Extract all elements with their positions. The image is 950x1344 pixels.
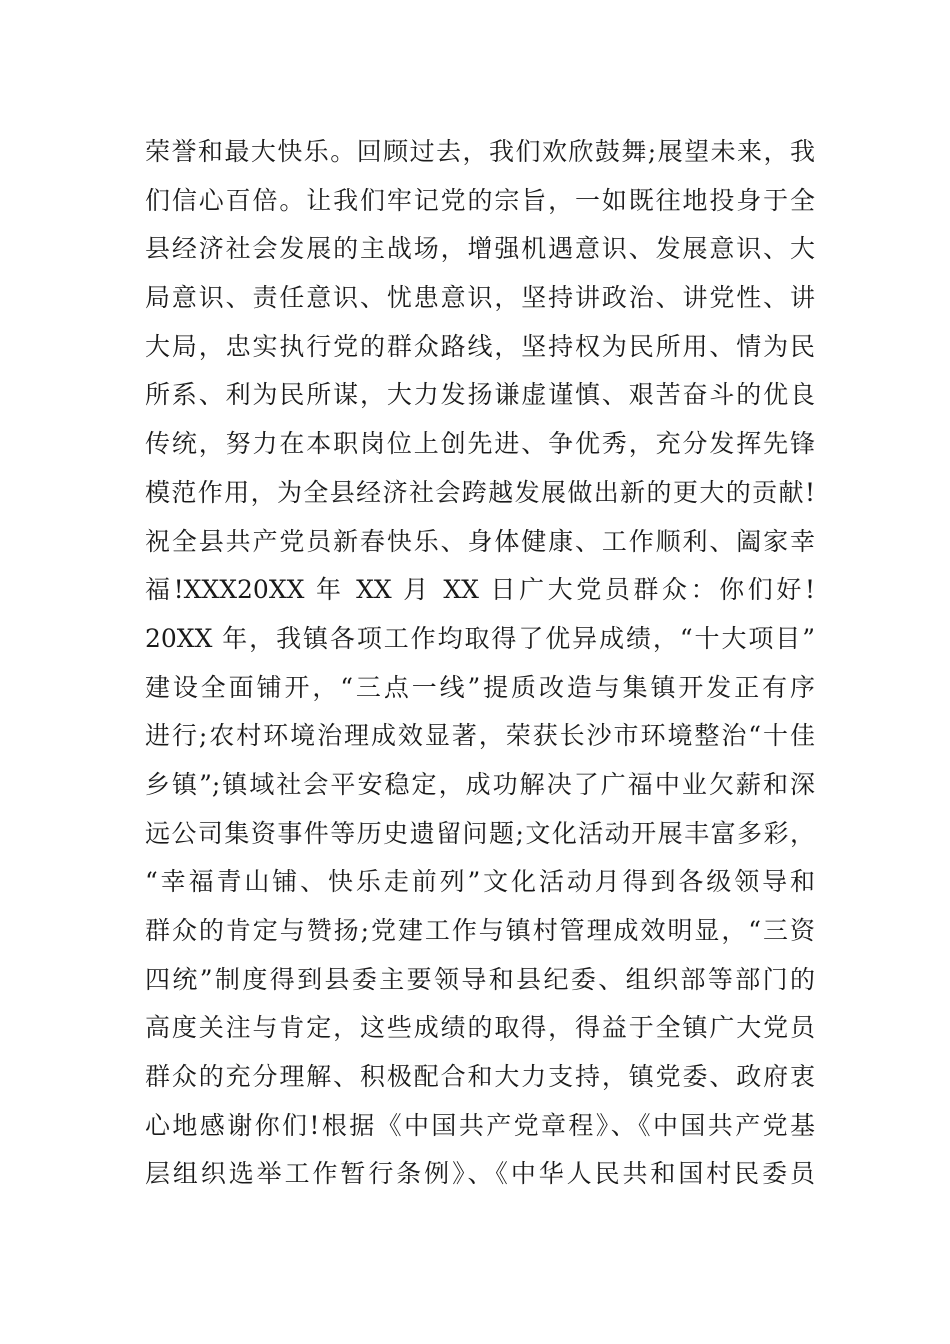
text-line-15: 远公司集资事件等历史遗留问题;文化活动开展丰富多彩， — [145, 818, 815, 848]
body-text — [145, 128, 815, 1199]
text-line-13: 进行;农村环境治理成效显著，荣获长沙市环境整治“十佳 — [145, 721, 815, 751]
text-line-6: 所系、利为民所谋，大力发扬谦虚谨慎、艰苦奋斗的优良 — [145, 380, 815, 410]
text-line-19: 高度关注与肯定，这些成绩的取得，得益于全镇广大党员 — [145, 1013, 815, 1043]
text-line-9: 祝全县共产党员新春快乐、身体健康、工作顺利、阖家幸 — [145, 526, 815, 556]
text-line-21: 心地感谢你们!根据《中国共产党章程》、《中国共产党基 — [145, 1110, 815, 1140]
text-line-12: 建设全面铺开，“三点一线”提质改造与集镇开发正有序 — [145, 672, 815, 702]
text-line-1: 荣誉和最大快乐。回顾过去，我们欢欣鼓舞;展望未来，我 — [145, 137, 815, 166]
text-line-5: 大局，忠实执行党的群众路线，坚持权为民所用、情为民 — [145, 331, 815, 361]
text-line-14: 乡镇”;镇域社会平安稳定，成功解决了广福中业欠薪和深 — [145, 769, 815, 799]
text-line-10: 福!XXX20XX 年 XX 月 XX 日广大党员群众：你们好! — [145, 575, 815, 605]
text-line-7: 传统，努力在本职岗位上创先进、争优秀，充分发挥先锋 — [145, 429, 815, 459]
text-line-2: 们信心百倍。让我们牢记党的宗旨，一如既往地投身于全 — [145, 185, 815, 215]
text-line-20: 群众的充分理解、积极配合和大力支持，镇党委、政府衷 — [145, 1062, 815, 1092]
text-line-22: 层组织选举工作暂行条例》、《中华人民共和国村民委员 — [145, 1159, 815, 1189]
text-line-8: 模范作用，为全县经济社会跨越发展做出新的更大的贡献! — [145, 477, 815, 507]
text-line-4: 局意识、责任意识、忧患意识，坚持讲政治、讲党性、讲 — [145, 283, 815, 313]
text-line-16: “幸福青山铺、快乐走前列”文化活动月得到各级领导和 — [145, 867, 815, 897]
text-line-17: 群众的肯定与赞扬;党建工作与镇村管理成效明显，“三资 — [145, 916, 815, 945]
text-line-18: 四统”制度得到县委主要领导和县纪委、组织部等部门的 — [145, 964, 815, 994]
text-line-11: 20XX 年，我镇各项工作均取得了优异成绩，“十大项目” — [145, 623, 815, 653]
text-line-3: 县经济社会发展的主战场，增强机遇意识、发展意识、大 — [145, 234, 815, 264]
